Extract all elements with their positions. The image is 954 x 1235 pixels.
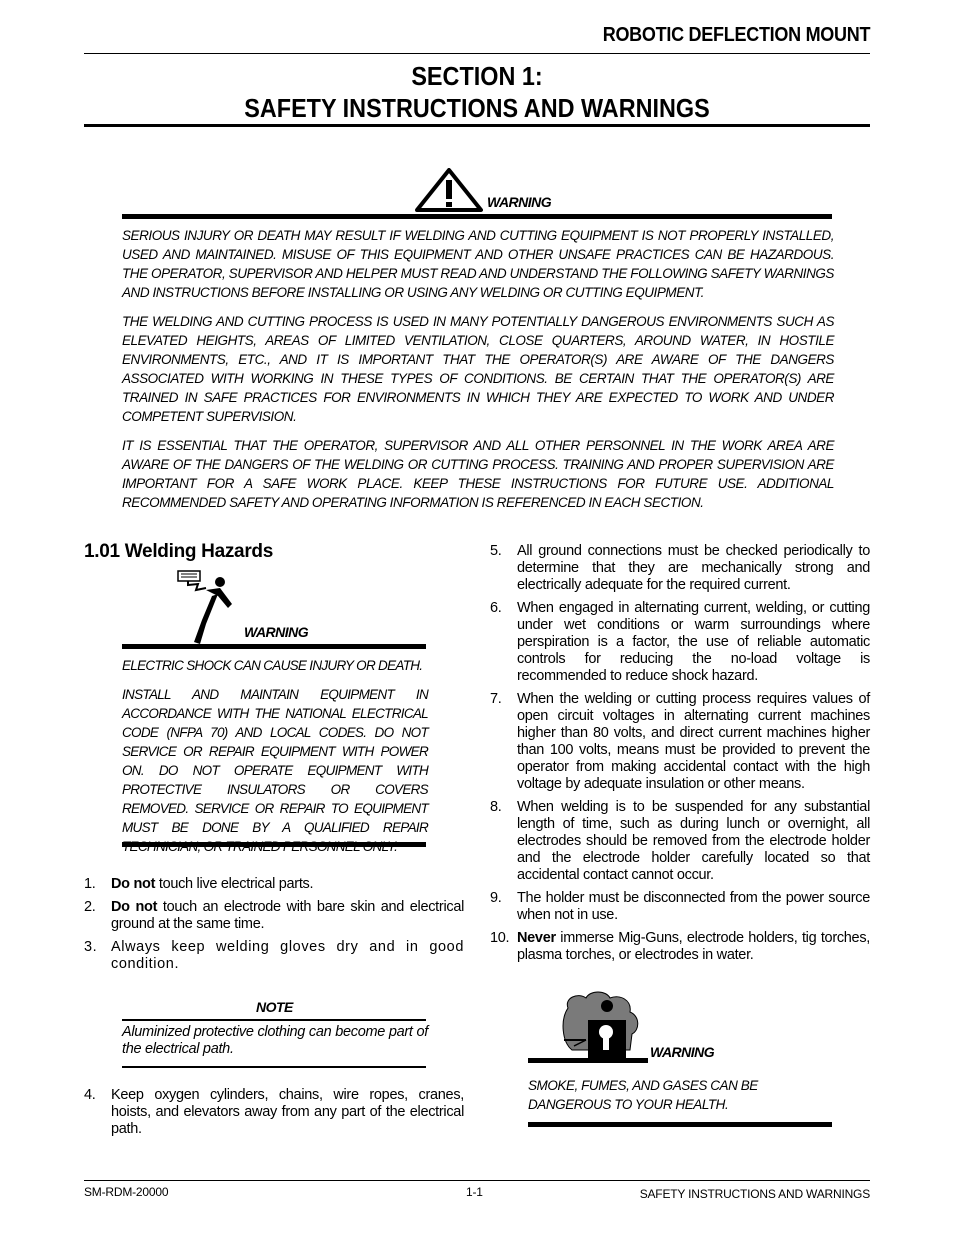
document-title: ROBOTIC DEFLECTION MOUNT xyxy=(602,24,870,46)
header-rule xyxy=(84,53,870,54)
main-warning-paragraph: THE WELDING AND CUTTING PROCESS IS USED IN MANY POTENTIALLY DANGEROUS ENVIRONMENTS SUCH AS ELEVATED HEIGHTS, AREAS OF LIMITED VENTILATION, CLOSE QUARTERS, AROUND WATER, IN HOSTILE ENVIRONMENTS, ETC., AND IT IS IMPORTANT THAT THE OPERATOR(S) ARE AWARE OF THE DANGERS ASSOCIATED WITH WORKING IN THESE TYPES OF CONDITIONS. BE CERTAIN THAT THE OPERATOR(S) ARE TRAINED IN SAFE PRACTICES FOR ENVIRONMENTS IN WHICH THEY ARE EXPECTED TO WORK AND UNDER COMPETENT SUPERVISION. xyxy=(122,314,834,424)
subsection-heading: 1.01 Welding Hazards xyxy=(84,541,273,562)
hazard-list-right xyxy=(490,543,870,970)
list-item: 9. The holder must be disconnected from the power source when not in use. xyxy=(490,890,870,923)
list-item: 8. When welding is to be suspended for any substantial length of time, such as during lunch or overnight, all electrodes should be removed from the electrode holder and the electrode holder carefully located so that accidental contact cannot occur. xyxy=(490,799,870,883)
section-title xyxy=(123,60,830,124)
main-warning-text xyxy=(122,226,834,522)
shock-warning-rule-top xyxy=(122,644,426,649)
fume-warning-text: SMOKE, FUMES, AND GASES CAN BE DANGEROUS TO YOUR HEALTH. xyxy=(528,1078,758,1112)
section-title-rule xyxy=(84,124,870,127)
note-label: NOTE xyxy=(256,999,293,1015)
electric-shock-icon xyxy=(172,568,248,646)
shock-warning-rule-bottom xyxy=(122,842,426,847)
main-warning-rule xyxy=(122,214,832,219)
list-item: 5. All ground connections must be checked periodically to determine that they are mechanically strong and electrically adequate for the required current. xyxy=(490,543,870,593)
list-item: 4. Keep oxygen cylinders, chains, wire ropes, cranes, hoists, and elevators away from any part of the electrical path. xyxy=(84,1087,464,1137)
list-item: 1. Do not touch live electrical parts. xyxy=(84,876,314,892)
footer-page-number: 1-1 xyxy=(466,1185,483,1199)
list-item: 2. Do not touch an electrode with bare skin and electrical ground at the same time. xyxy=(84,899,464,932)
fumes-hazard-icon xyxy=(560,990,644,1060)
list-item: 6. When engaged in alternating current, welding, or cutting under wet conditions or warm surroundings where perspiration is a factor, the use of reliable automatic controls for reducing the no-load voltage is recommended to reduce shock hazard. xyxy=(490,600,870,684)
fume-warning-label: WARNING xyxy=(650,1044,715,1060)
main-warning-paragraph: IT IS ESSENTIAL THAT THE OPERATOR, SUPERVISOR AND ALL OTHER PERSONNEL IN THE WORK AREA ARE AWARE OF THE DANGERS OF THE WELDING OR CUTTING PROCESS. TRAINING AND PROPER SUPERVISION ARE IMPORTANT FOR A SAFE WORK PLACE. KEEP THESE INSTRUCTIONS FOR FUTURE USE. ADDITIONAL RECOMMENDED SAFETY AND OPERATING INFORMATION IS REFERENCED IN EACH SECTION. xyxy=(122,438,834,510)
shock-warning-label: WARNING xyxy=(244,624,309,640)
main-warning-paragraph: SERIOUS INJURY OR DEATH MAY RESULT IF WELDING AND CUTTING EQUIPMENT IS NOT PROPERLY INSTALLED, USED AND MAINTAINED. MISUSE OF THIS EQUIPMENT AND OTHER UNSAFE PRACTICES CAN BE HAZARDOUS. THE OPERATOR, SUPERVISOR AND HELPER MUST READ AND UNDERSTAND THE FOLLOWING SAFETY WARNINGS AND INSTRUCTIONS BEFORE INSTALLING OR USING ANY WELDING OR CUTTING EQUIPMENT. xyxy=(122,228,834,300)
main-warning-label: WARNING xyxy=(487,194,552,210)
note-rule-top xyxy=(122,1019,426,1021)
footer-doc-number: SM-RDM-20000 xyxy=(84,1185,169,1199)
footer-rule xyxy=(84,1180,870,1181)
list-item: 3. Always keep welding gloves dry and in good condition. xyxy=(84,939,464,972)
fume-warning-rule-top-left xyxy=(528,1058,648,1063)
fume-warning-rule-bottom xyxy=(528,1122,832,1127)
note-text: Aluminized protective clothing can become part of the electrical path. xyxy=(122,1024,428,1057)
hazard-list-left-continued xyxy=(84,1087,464,1144)
shock-warning-text xyxy=(122,656,428,866)
section-title-line2: SAFETY INSTRUCTIONS AND WARNINGS xyxy=(244,93,710,123)
list-item: 7. When the welding or cutting process requires values of open circuit voltages in alternating current machines higher than 80 volts, and direct current machines higher than 100 volts, means must be provided to prevent the operator from making accidental contact with the high voltage by adequate insulation or other means. xyxy=(490,691,870,792)
note-rule-bottom xyxy=(122,1066,426,1068)
shock-warning-paragraph: INSTALL AND MAINTAIN EQUIPMENT IN ACCORDANCE WITH THE NATIONAL ELECTRICAL CODE (NFPA 70) AND LOCAL CODES. DO NOT SERVICE OR REPAIR EQUIPMENT WITH POWER ON. DO NOT OPERATE EQUIPMENT WITH PROTECTIVE INSULATORS OR COVERS REMOVED. SERVICE OR REPAIR TO EQUIPMENT MUST BE DONE BY A QUALIFIED REPAIR TECHNICIAN, OR TRAINED PERSONNEL ONLY. xyxy=(122,687,428,854)
list-item: 10. Never immerse Mig-Guns, electrode holders, tig torches, plasma torches, or electrodes in water. xyxy=(490,930,870,963)
footer-section-name: SAFETY INSTRUCTIONS AND WARNINGS xyxy=(639,1187,870,1201)
shock-warning-paragraph: ELECTRIC SHOCK CAN CAUSE INJURY OR DEATH. xyxy=(122,658,423,673)
section-title-line1: SECTION 1: xyxy=(411,61,543,91)
warning-triangle-icon xyxy=(415,168,483,212)
hazard-list-left xyxy=(84,876,464,979)
